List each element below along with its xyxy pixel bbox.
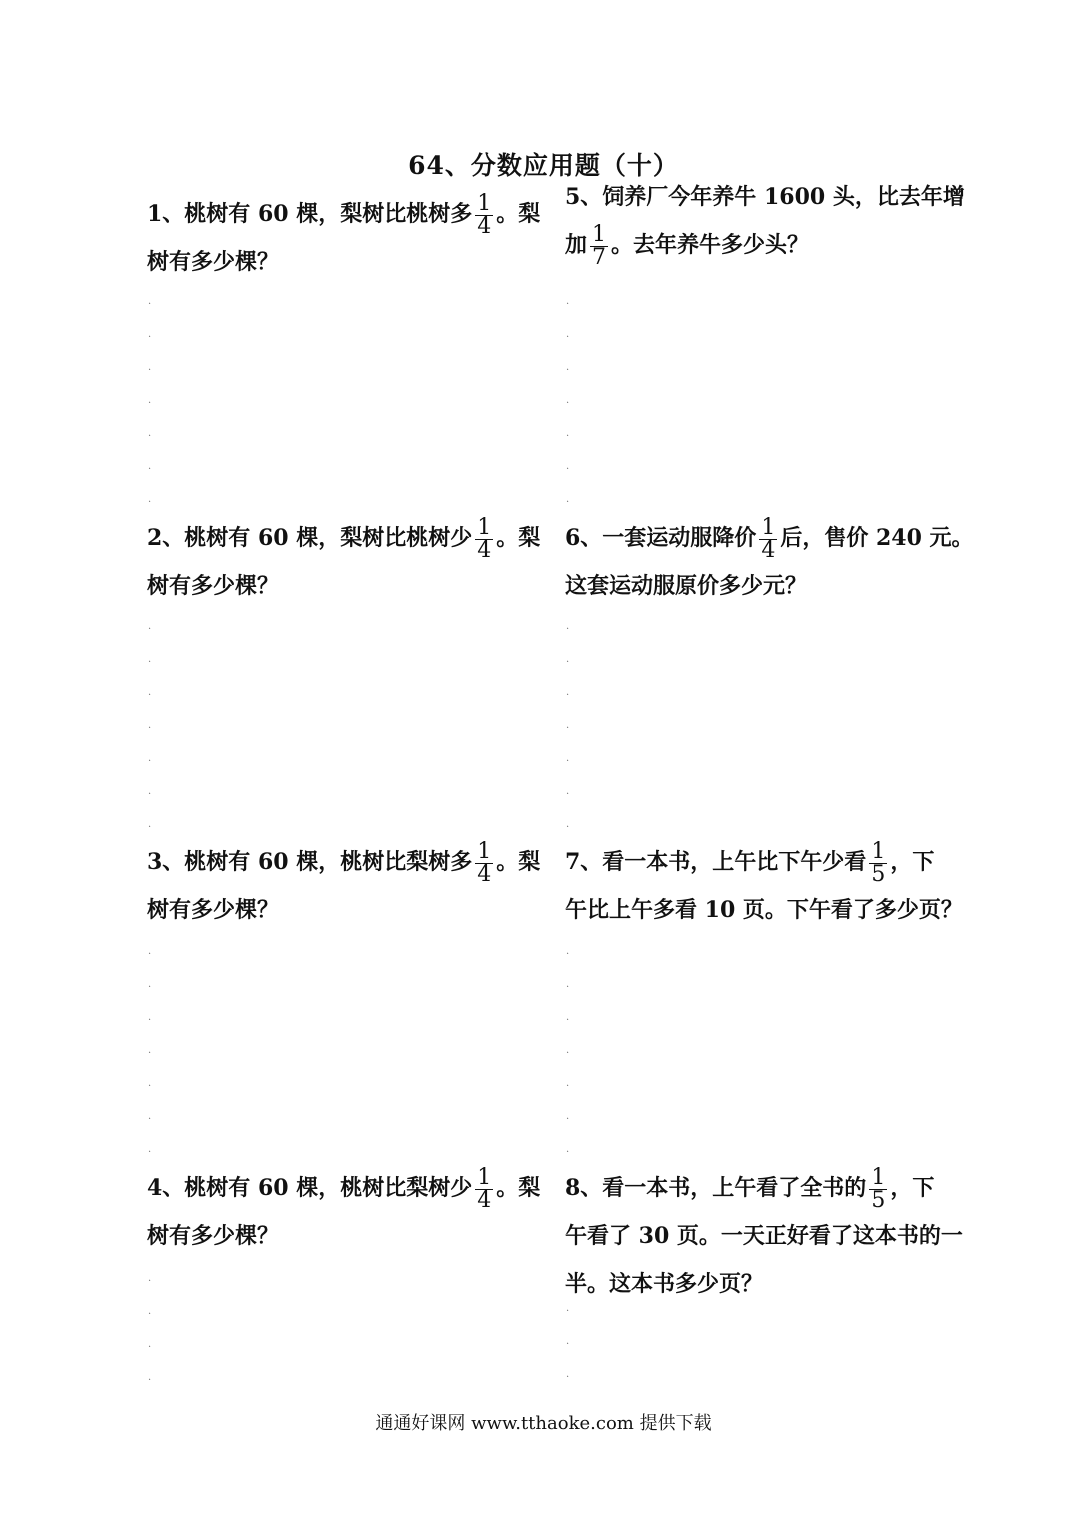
problem-6: 6、一套运动服降价 $\frac{1}{4}$ 后，售价 240 元。 这套运动服原价多少元？ [565,514,974,599]
problem-2: 2、桃树有 60 棵，梨树比桃树少 $\frac{1}{4}$ 。梨 树有多少棵？ [147,514,541,599]
problem-8: 8、看一本书，上午看了全书的 $\frac{1}{5}$ ，下 午看了 30 页。一天正好看了这本书的一 半。这本书多少页？ [565,1164,963,1297]
fraction: $\frac{1}{4}$ [477,190,492,239]
problem-6-text: 6、一套运动服降价 [565,525,757,551]
problem-5-text: 5、饲养厂今年养牛 1600 头，比去年增 [565,184,965,210]
problem-7-text: 7、看一本书，上午比下午少看 [565,849,867,875]
problem-3: 3、桃树有 60 棵，桃树比梨树多 $\frac{1}{4}$ 。梨 树有多少棵？ [147,838,541,923]
margin-dots-left-3: . . . . . . . [148,946,152,1155]
problem-1-text: 1、桃树有 60 棵，梨树比桃树多 [147,201,473,227]
problem-4: 4、桃树有 60 棵，桃树比梨树少 $\frac{1}{4}$ 。梨 树有多少棵？ [147,1164,541,1249]
problem-2-text: 2、桃树有 60 棵，梨树比桃树少 [147,525,473,551]
fraction: $\frac{1}{4}$ [761,514,776,563]
fraction: $\frac{1}{5}$ [871,838,886,887]
problem-3-text: 3、桃树有 60 棵，桃树比梨树多 [147,849,473,875]
fraction: $\frac{1}{4}$ [477,514,492,563]
margin-dots-right-1: . . . . . . . [566,296,570,505]
fraction: $\frac{1}{5}$ [871,1164,886,1213]
margin-dots-right-2: . . . . . . . [566,621,570,830]
fraction: $\frac{1}{7}$ [592,221,607,270]
problem-4-text: 4、桃树有 60 棵，桃树比梨树少 [147,1175,473,1201]
problem-1: 1、桃树有 60 棵，梨树比桃树多 $\frac{1}{4}$ 。梨 树有多少棵？ [147,190,541,275]
margin-dots-left-4: . . . . [148,1273,152,1383]
page-title: 64、分数应用题（十） [408,151,679,180]
problem-5: 5、饲养厂今年养牛 1600 头，比去年增 加 $\frac{1}{7}$ 。去年养牛多少头？ [565,173,965,269]
margin-dots-left-2: . . . . . . . [148,621,152,830]
problem-8-text: 8、看一本书，上午看了全书的 [565,1175,867,1201]
fraction: $\frac{1}{4}$ [477,1164,492,1213]
margin-dots-right-4: . . . [566,1303,570,1380]
footer-credit: 通通好课网 www.tthaoke.com 提供下载 [375,1413,712,1434]
margin-dots-left-1: . . . . . . . [148,296,152,505]
fraction: $\frac{1}{4}$ [477,838,492,887]
problem-7: 7、看一本书，上午比下午少看 $\frac{1}{5}$ ，下 午比上午多看 10 页。下午看了多少页？ [565,838,963,923]
margin-dots-right-3: . . . . . . . [566,946,570,1155]
